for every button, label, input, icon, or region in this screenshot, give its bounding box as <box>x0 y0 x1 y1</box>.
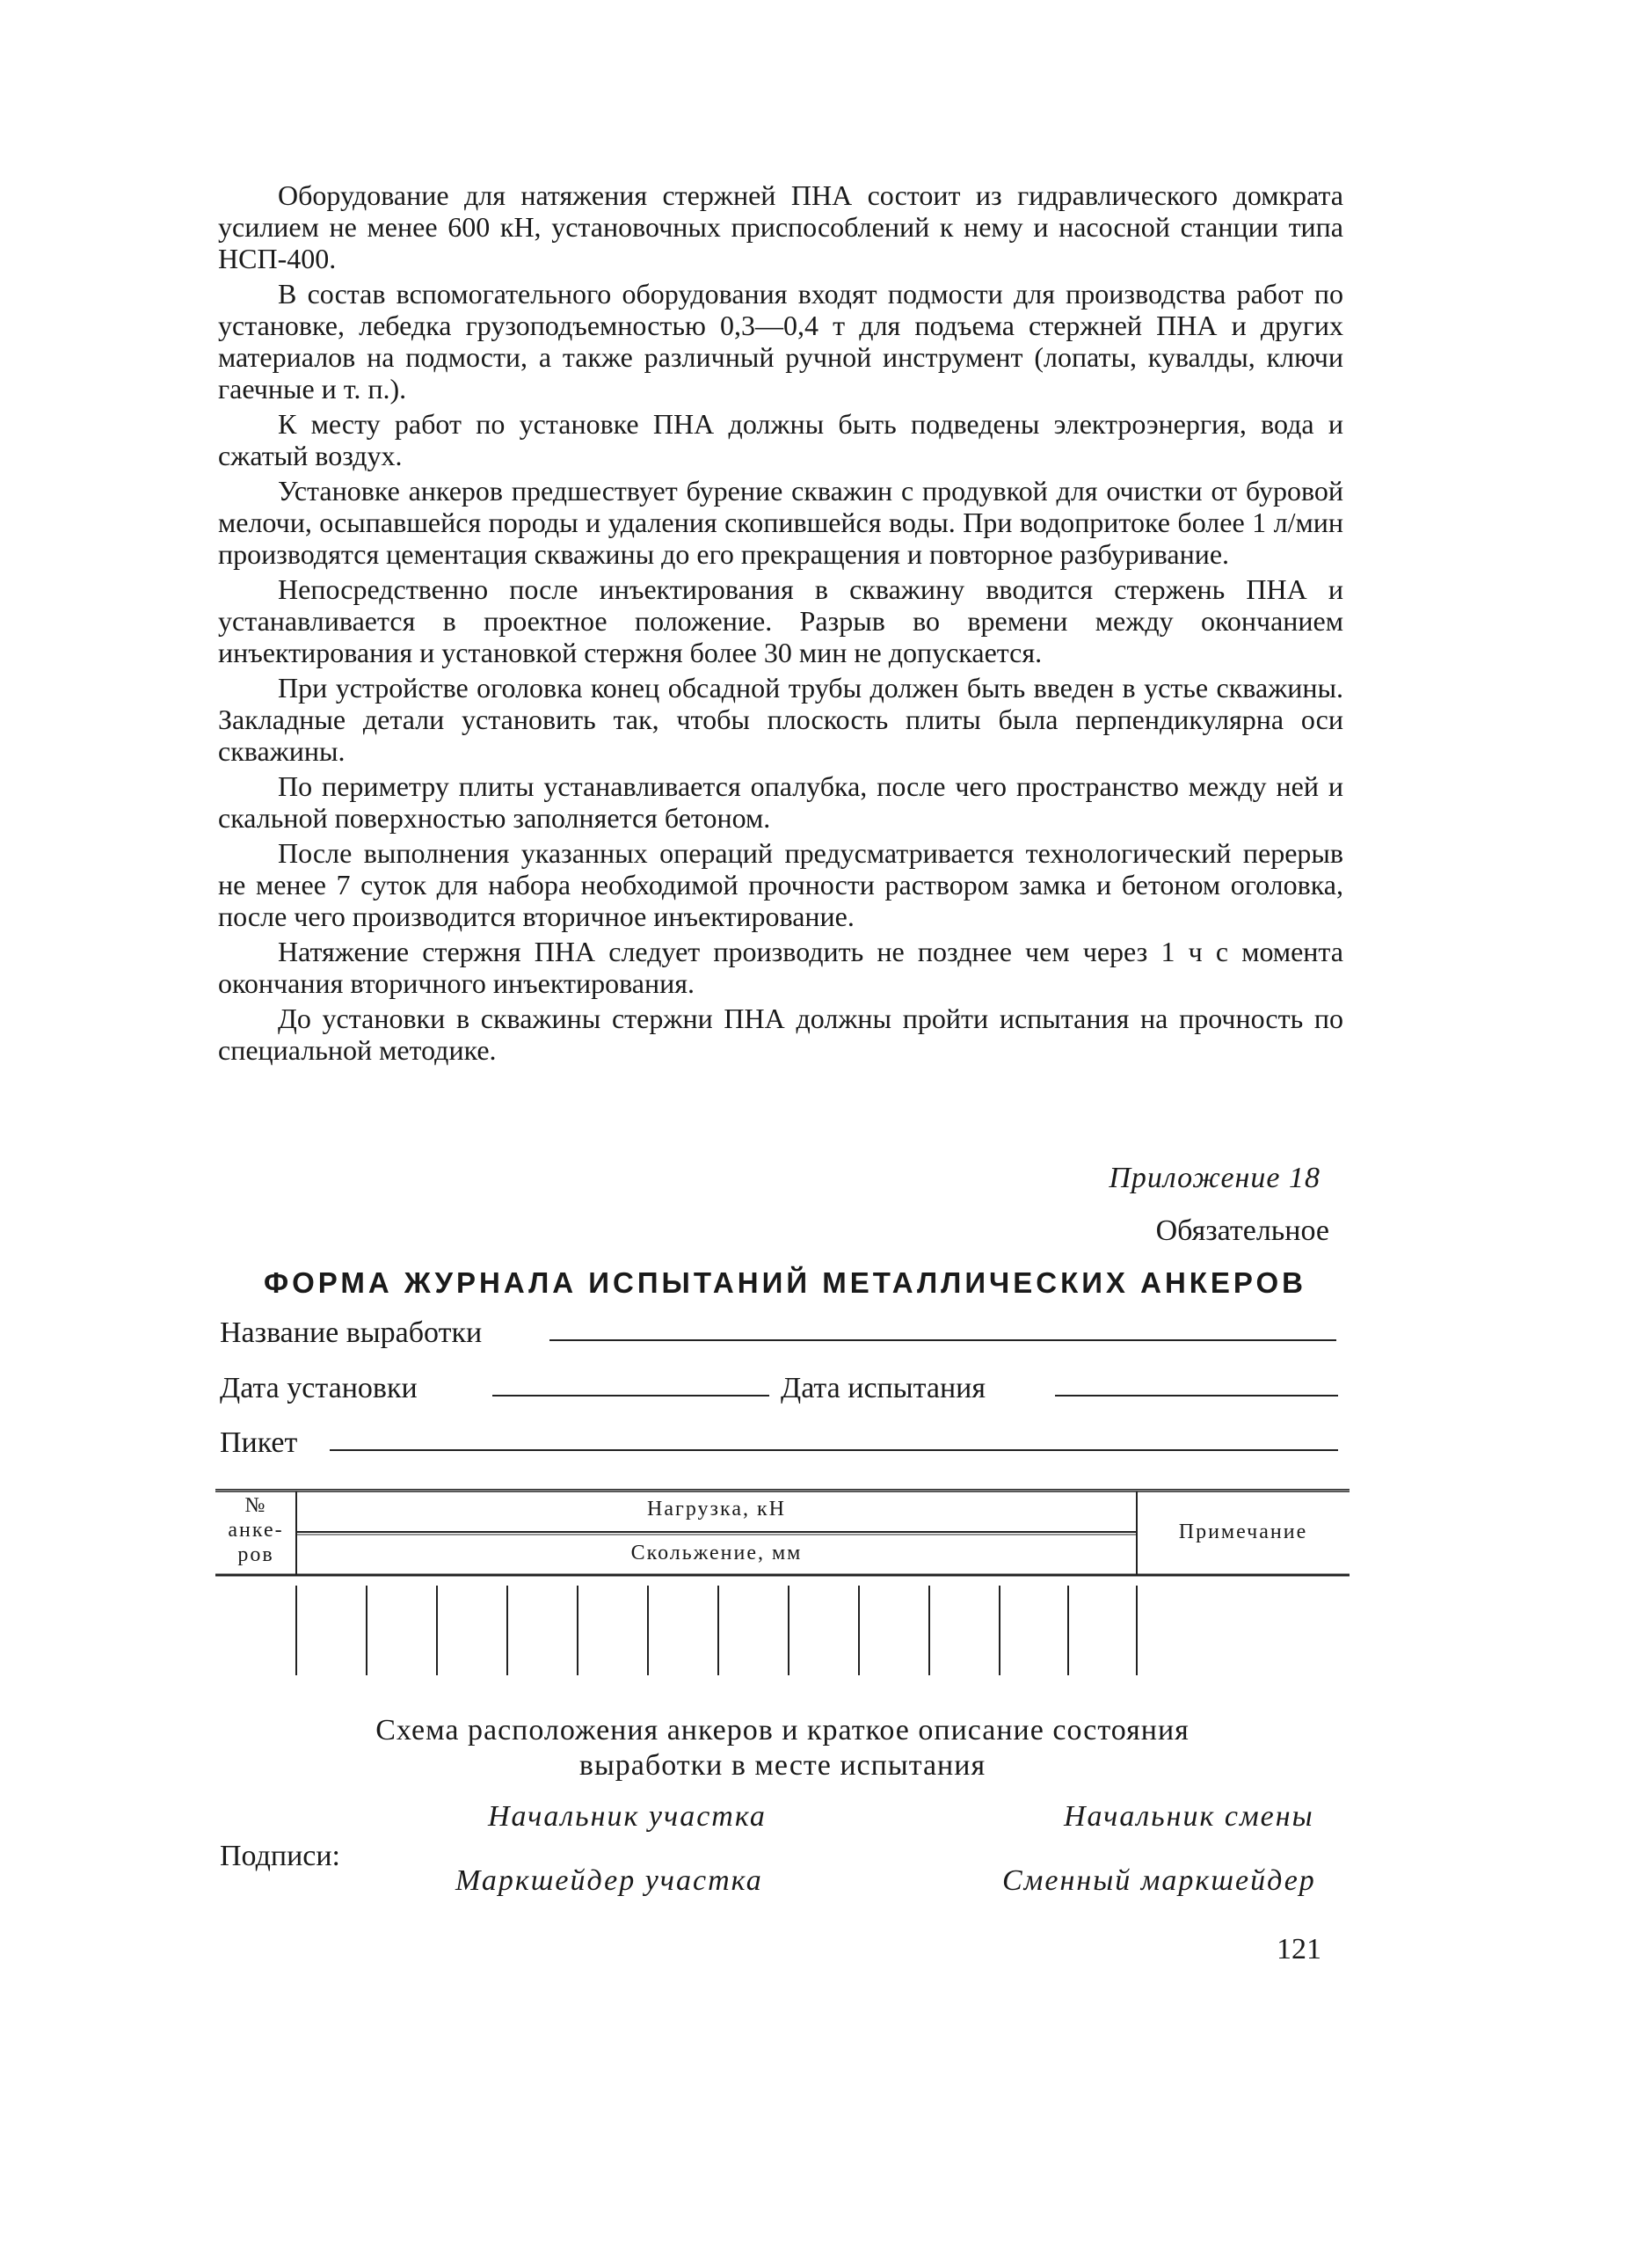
body-text <box>218 179 1343 1069</box>
col-number-line1: № <box>244 1494 267 1517</box>
journal-table <box>215 1489 1350 1691</box>
appendix-status: Обязательное <box>1155 1214 1329 1247</box>
working-name-label: Название выработки <box>220 1316 483 1349</box>
paragraph: При устройстве оголовка конец обсадной трубы должен быть введен в устье скважины. Закладные детали установить так, чтобы плоскость плиты была перпендикулярна оси скважины. <box>218 672 1343 767</box>
paragraph: По периметру плиты устанавливается опалубка, после чего пространство между ней и скальной поверхностью заполняется бетоном. <box>218 770 1343 834</box>
test-date-label: Дата испытания <box>781 1372 986 1404</box>
paragraph: После выполнения указанных операций предусматривается технологический перерыв не менее 7 суток для набора необходимой прочности раствором замка и бетоном оголовка, после чего производится вторичное инъектирование. <box>218 837 1343 932</box>
col-number-line2: анке- <box>228 1519 284 1542</box>
paragraph: Установке анкеров предшествует бурение скважин с продувкой для очистки от буровой мелочи, осыпавшейся породы и удаления скопившейся воды. При водопритоке более 1 л/мин производятся цементация скважины до его прекращения и повторное разбуривание. <box>218 475 1343 570</box>
form-title: ФОРМА ЖУРНАЛА ИСПЫТАНИЙ МЕТАЛЛИЧЕСКИХ АНКЕРОВ <box>263 1266 1307 1299</box>
picket-label: Пикет <box>220 1426 298 1459</box>
signature-section-surveyor: Маркшейдер участка <box>455 1864 763 1897</box>
test-date-line <box>1055 1395 1338 1397</box>
col-slip-header: Скольжение, мм <box>630 1542 803 1564</box>
picket-line <box>330 1449 1338 1451</box>
col-number-line3: ров <box>237 1543 274 1566</box>
signature-shift-surveyor: Сменный маркшейдер <box>1002 1864 1316 1897</box>
col-note-header: Примечание <box>1178 1521 1308 1543</box>
paragraph: Непосредственно после инъектирования в скважину вводится стержень ПНА и устанавливается в проектное положение. Разрыв во времени между окончанием инъектирования и установкой стержня более 30 мин не допускается. <box>218 573 1343 668</box>
paragraph: К месту работ по установке ПНА должны быть подведены электроэнергия, вода и сжатый воздух. <box>218 408 1343 471</box>
paragraph: В состав вспомогательного оборудования входят подмости для производства работ по установке, лебедка грузоподъемностью 0,3—0,4 т для подъема стержней ПНА и других материалов на подмости, а также различный ручной инструмент (лопаты, кувалды, ключи гаечные и т. п.). <box>218 278 1343 405</box>
signatures-label: Подписи: <box>220 1840 340 1872</box>
signature-section-head: Начальник участка <box>488 1800 767 1833</box>
paragraph: Оборудование для натяжения стержней ПНА состоит из гидравлического домкрата усилием не менее 600 кН, установочных приспособлений к нему и насосной станции типа НСП-400. <box>218 179 1343 274</box>
scheme-caption-line2: выработки в месте испытания <box>578 1749 986 1782</box>
col-load-header: Нагрузка, кН <box>647 1498 786 1521</box>
paragraph: До установки в скважины стержни ПНА должны пройти испытания на прочность по специальной методике. <box>218 1003 1343 1066</box>
signature-shift-head: Начальник смены <box>1064 1800 1314 1833</box>
page-number: 121 <box>1277 1933 1321 1965</box>
install-date-label: Дата установки <box>220 1372 418 1404</box>
working-name-line <box>549 1339 1336 1341</box>
paragraph: Натяжение стержня ПНА следует производить не позднее чем через 1 ч с момента окончания вторичного инъектирования. <box>218 936 1343 999</box>
install-date-line <box>492 1395 769 1397</box>
scheme-caption <box>316 1713 1248 1783</box>
appendix-label: Приложение 18 <box>1109 1162 1321 1194</box>
scheme-caption-line1: Схема расположения анкеров и краткое описание состояния <box>375 1714 1190 1747</box>
